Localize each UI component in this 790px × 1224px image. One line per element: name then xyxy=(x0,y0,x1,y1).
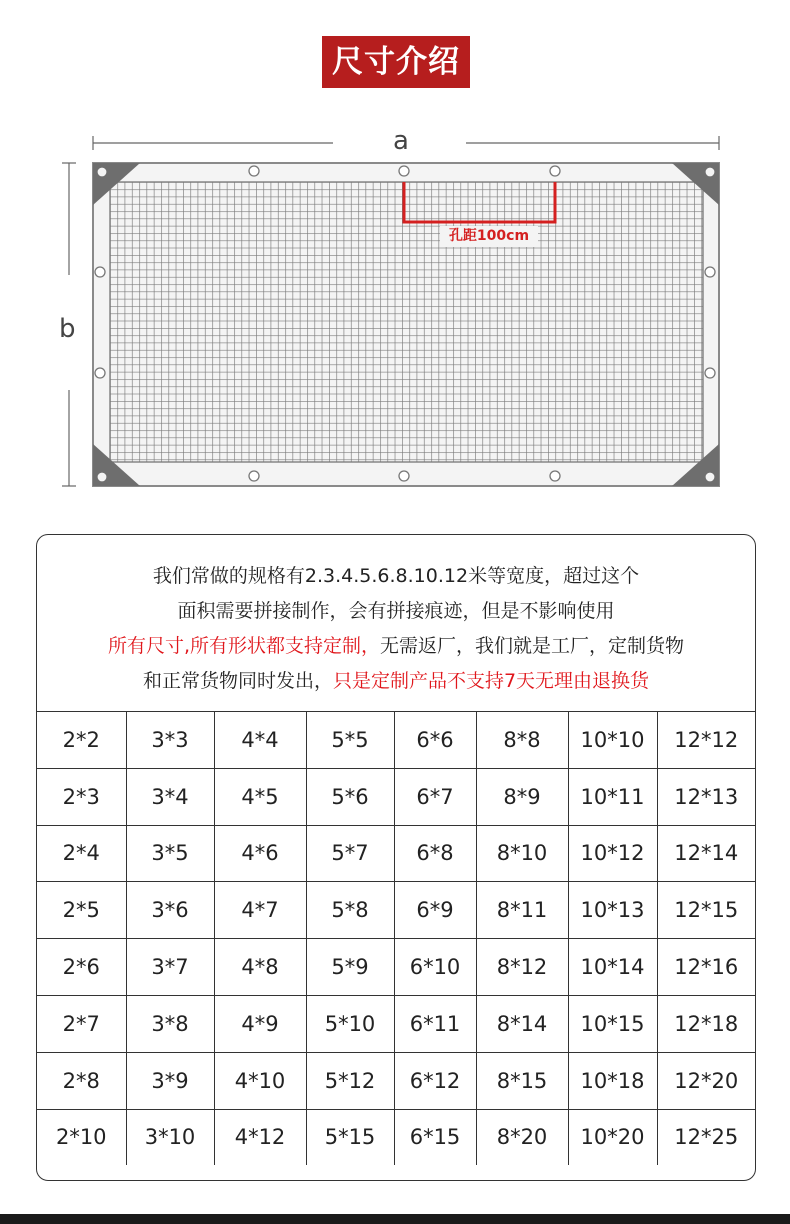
size-info-panel xyxy=(36,534,756,1181)
size-cell: 5*7 xyxy=(306,825,394,882)
size-cell: 5*12 xyxy=(306,1052,394,1109)
size-cell: 2*3 xyxy=(37,768,126,825)
size-cell: 12*25 xyxy=(674,1125,739,1150)
size-cell: 6*10 xyxy=(394,939,476,996)
size-cell: 3*5 xyxy=(126,825,214,882)
net-mesh xyxy=(110,182,703,462)
size-cell: 6*9 xyxy=(394,882,476,939)
size-cell: 10*11 xyxy=(568,768,657,825)
size-cell: 2*8 xyxy=(37,1052,126,1109)
dimension-a-label: a xyxy=(393,126,409,156)
size-cell: 12*15 xyxy=(657,882,755,939)
size-cell: 2*6 xyxy=(37,939,126,996)
description-line-4 xyxy=(37,664,755,699)
size-cell: 12*20 xyxy=(657,1052,755,1109)
size-cell: 6*7 xyxy=(394,768,476,825)
shipping-notice: 和正常货物同时发出， xyxy=(142,670,333,692)
size-cell: 2*5 xyxy=(37,882,126,939)
description-line-3 xyxy=(37,629,755,664)
size-cell: 12*13 xyxy=(657,768,755,825)
table-row xyxy=(37,712,755,769)
table-row xyxy=(37,825,755,882)
size-cell: 3*4 xyxy=(126,768,214,825)
size-cell: 8*8 xyxy=(476,712,568,769)
size-cell: 4*4 xyxy=(214,712,306,769)
table-row xyxy=(37,939,755,996)
size-cell: 8*12 xyxy=(476,939,568,996)
description-line-1: 我们常做的规格有2.3.4.5.6.8.10.12米等宽度，超过这个 xyxy=(152,565,640,587)
hole-spacing-label: 孔距100cm xyxy=(448,228,530,244)
table-row xyxy=(37,882,755,939)
size-cell: 3*10 xyxy=(126,1109,214,1165)
size-cell: 6*11 xyxy=(394,995,476,1052)
size-cell: 5*15 xyxy=(306,1109,394,1165)
table-row xyxy=(37,768,755,825)
size-cell: 8*9 xyxy=(476,768,568,825)
size-description xyxy=(37,535,755,711)
size-cell: 8*11 xyxy=(476,882,568,939)
size-cell: 4*6 xyxy=(214,825,306,882)
table-row xyxy=(37,1109,755,1165)
size-cell: 4*9 xyxy=(214,995,306,1052)
size-cell: 10*10 xyxy=(568,712,657,769)
size-cell: 4*10 xyxy=(214,1052,306,1109)
net-diagram xyxy=(0,0,790,500)
size-cell: 2*2 xyxy=(37,712,126,769)
custom-notice: 所有尺寸,所有形状都支持定制， xyxy=(107,635,381,657)
return-policy-notice: 只是定制产品不支持7天无理由退换货 xyxy=(332,670,650,692)
size-cell: 8*15 xyxy=(476,1052,568,1109)
size-cell: 5*5 xyxy=(306,712,394,769)
size-cell: 12*18 xyxy=(657,995,755,1052)
size-cell: 5*10 xyxy=(306,995,394,1052)
size-cell: 3*9 xyxy=(126,1052,214,1109)
size-cell: 10*18 xyxy=(568,1052,657,1109)
table-row xyxy=(37,1052,755,1109)
size-cell: 3*6 xyxy=(126,882,214,939)
size-cell: 10*14 xyxy=(568,939,657,996)
size-cell: 2*7 xyxy=(37,995,126,1052)
size-cell: 3*3 xyxy=(126,712,214,769)
size-cell: 4*7 xyxy=(214,882,306,939)
bottom-bar xyxy=(0,1214,790,1224)
size-cell: 2*10 xyxy=(37,1109,126,1165)
size-cell: 6*15 xyxy=(394,1109,476,1165)
size-cell: 12*12 xyxy=(657,712,755,769)
size-cell: 5*6 xyxy=(306,768,394,825)
size-cell: 5*8 xyxy=(306,882,394,939)
factory-notice: 无需返厂，我们就是工厂，定制货物 xyxy=(380,635,685,657)
size-cell: 2*4 xyxy=(37,825,126,882)
size-table xyxy=(37,711,755,1165)
size-cell: 8*20 xyxy=(476,1109,568,1165)
size-cell: 12*16 xyxy=(657,939,755,996)
size-cell: 5*9 xyxy=(306,939,394,996)
dimension-b-label: b xyxy=(59,314,76,344)
size-cell: 4*8 xyxy=(214,939,306,996)
page-title: 尺寸介绍 xyxy=(322,36,470,88)
size-cell: 4*12 xyxy=(214,1109,306,1165)
size-cell: 8*14 xyxy=(476,995,568,1052)
size-cell: 6*8 xyxy=(394,825,476,882)
size-cell: 6*6 xyxy=(394,712,476,769)
size-cell: 10*12 xyxy=(568,825,657,882)
size-cell: 12*14 xyxy=(657,825,755,882)
size-cell: 3*8 xyxy=(126,995,214,1052)
size-cell: 3*7 xyxy=(126,939,214,996)
size-cell: 10*13 xyxy=(568,882,657,939)
size-cell: 10*20 xyxy=(568,1109,657,1165)
size-cell: 6*12 xyxy=(394,1052,476,1109)
size-cell: 10*15 xyxy=(568,995,657,1052)
size-cell: 4*5 xyxy=(214,768,306,825)
table-row xyxy=(37,995,755,1052)
size-cell: 8*10 xyxy=(476,825,568,882)
description-line-2: 面积需要拼接制作，会有拼接痕迹，但是不影响使用 xyxy=(177,600,615,622)
